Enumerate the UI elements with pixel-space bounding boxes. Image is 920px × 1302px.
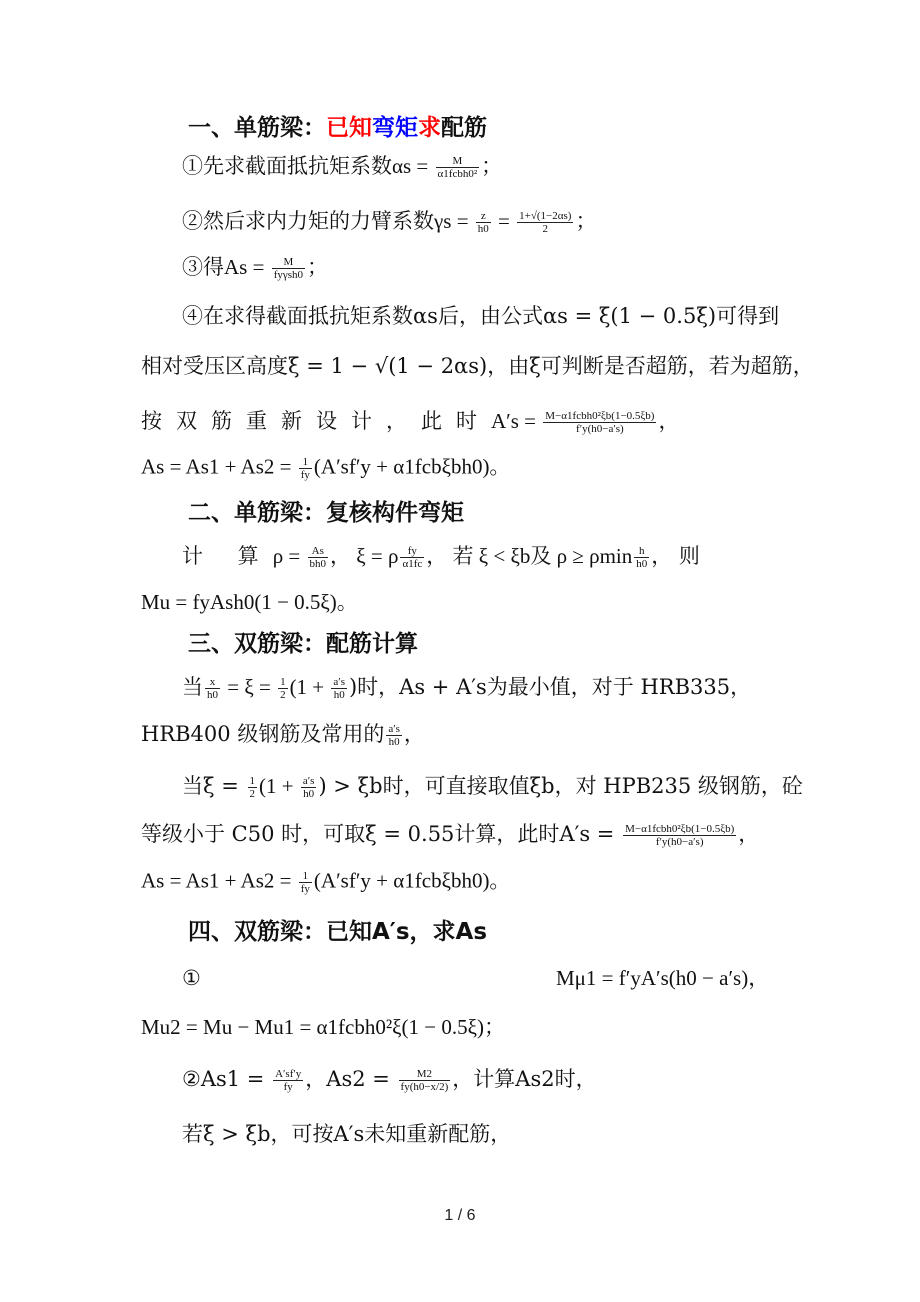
- frac-num: fy: [400, 545, 424, 558]
- step-text: 当: [182, 675, 203, 700]
- formula-lhs: αs =: [392, 154, 434, 179]
- fraction: [248, 775, 258, 800]
- fraction: [543, 410, 656, 435]
- as-sum-formula-2: [141, 870, 510, 895]
- frac-num: 1: [280, 676, 286, 688]
- formula-condition: ， 若 ξ < ξb及 ρ ≥ ρmin: [426, 544, 633, 569]
- fraction: [301, 775, 317, 800]
- fraction: [386, 723, 402, 748]
- check-moment-condition-line: [182, 545, 700, 570]
- step-text: ③得: [182, 255, 224, 280]
- fraction: [205, 676, 220, 701]
- frac-num: 1: [299, 870, 312, 883]
- formula-mid: =: [492, 209, 516, 234]
- step-4-paragraph-line-2: 相对受压区高度ξ = 1 − √(1 − 2αs)，由ξ可判断是否超筋，若为超筋，: [141, 354, 814, 378]
- frac-num: a′s: [333, 676, 345, 688]
- frac-den: fy: [283, 1081, 293, 1094]
- frac-num: 1: [249, 775, 256, 787]
- formula-rho: ρ =: [272, 544, 306, 569]
- frac-den: h0: [333, 689, 345, 702]
- frac-den: h0: [636, 558, 648, 571]
- step-text: ②As1 =: [182, 1067, 272, 1092]
- step-tail: ；: [481, 154, 503, 179]
- c50-line: [141, 823, 759, 848]
- frac-num: x: [205, 676, 220, 689]
- step-text: HRB400 级钢筋及常用的: [141, 722, 385, 747]
- hrb400-line: [141, 723, 425, 748]
- step-tail: (A′sf′y + α1fcbξbh0)。: [313, 868, 511, 893]
- fraction: [273, 1068, 303, 1093]
- frac-num: 1+√(1−2αs): [519, 210, 572, 222]
- frac-den: h0: [388, 736, 400, 749]
- section-4-heading: 四、双筋梁：已知A′s，求As: [188, 919, 488, 945]
- formula-mid: (1 +: [259, 774, 299, 799]
- frac-num: As: [308, 545, 329, 558]
- section-1-heading: [188, 117, 487, 140]
- frac-den: α1fcbh0²: [437, 168, 478, 181]
- frac-num: 1: [299, 456, 312, 469]
- frac-num: M: [272, 256, 305, 269]
- step-text: 等级小于 C50 时，可取ξ = 0.55计算，此时A′s =: [141, 822, 622, 847]
- mu2-formula: Mu2 = Mu − Mu1 = α1fcbh0²ξ(1 − 0.5ξ)；: [141, 1015, 505, 1039]
- heading-highlight-moment: 弯矩: [372, 115, 418, 141]
- frac-num: M2: [399, 1068, 451, 1081]
- frac-den: 2: [280, 689, 286, 702]
- step-2-gamma-s: [182, 210, 596, 235]
- xi-b-condition-line: [182, 775, 803, 800]
- xi-gt-xib-line: 若ξ > ξb，可按A′s未知重新配筋，: [182, 1122, 512, 1146]
- frac-num: M−α1fcbh0²ξb(1−0.5ξb): [625, 823, 735, 835]
- formula-mid: = ξ =: [222, 675, 277, 700]
- fraction: [272, 256, 305, 281]
- fraction: [299, 456, 312, 481]
- frac-den: 2: [542, 223, 549, 236]
- step-4-paragraph-line-1: ④在求得截面抵抗矩系数αs后，由公式αs = ξ(1 − 0.5ξ)可得到: [182, 304, 780, 328]
- frac-den: h0: [207, 689, 218, 702]
- step-1-label: ①: [182, 966, 201, 990]
- frac-num: A′sf′y: [275, 1068, 302, 1080]
- heading-prefix: 一、单筋梁：: [188, 115, 326, 141]
- step-text: ①先求截面抵抗矩系数: [182, 154, 392, 179]
- as1-as2-line: [182, 1068, 597, 1093]
- fraction: [331, 676, 347, 701]
- section-2-heading: 二、单筋梁：复核构件弯矩: [188, 500, 464, 526]
- frac-den: fy: [300, 469, 310, 482]
- fraction: [476, 210, 491, 235]
- heading-highlight-find: 求: [418, 115, 441, 141]
- frac-den: f′y(h0−a′s): [655, 836, 704, 849]
- step-tail: ) > ξb时，可直接取值ξb，对 HPB235 级钢筋，砼: [318, 774, 803, 799]
- double-reinforcement-line: [141, 410, 679, 435]
- page-indicator: 1 / 6: [444, 1207, 476, 1224]
- step-1-alpha-s: [182, 155, 502, 180]
- formula-lhs: γs =: [434, 209, 474, 234]
- step-text: ②然后求内力矩的力臂系数: [182, 209, 434, 234]
- fraction: [308, 545, 329, 570]
- frac-den: fyγsh0: [273, 269, 303, 282]
- fraction: [436, 155, 480, 180]
- frac-den: h0: [303, 788, 315, 801]
- frac-den: h0: [477, 223, 489, 236]
- step-tail: ， 则: [651, 544, 700, 569]
- formula-mid: ，As2 =: [305, 1067, 397, 1092]
- frac-den: bh0: [309, 558, 327, 571]
- fraction: [623, 823, 736, 848]
- frac-den: f′y(h0−a′s): [576, 423, 624, 436]
- step-tail: ，: [403, 722, 425, 747]
- mu1-formula: Mμ1 = f′yA′s(h0 − a′s)，: [556, 966, 770, 990]
- frac-num: M−α1fcbh0²ξb(1−0.5ξb): [545, 410, 655, 422]
- as-sum-formula-1: [141, 456, 510, 481]
- step-tail: ，: [658, 409, 680, 434]
- fraction: [399, 1068, 451, 1093]
- heading-highlight-known: 已知: [326, 115, 372, 141]
- heading-suffix: 配筋: [441, 115, 487, 141]
- min-steel-condition-line: [182, 676, 751, 701]
- fraction: [299, 870, 312, 895]
- step-3-as: [182, 256, 328, 281]
- step-tail: (A′sf′y + α1fcbξbh0)。: [313, 454, 511, 479]
- step-text: 计 算: [182, 544, 273, 569]
- fraction: [400, 545, 424, 570]
- fraction: [517, 210, 573, 235]
- fraction: [278, 676, 288, 701]
- formula-lhs: As = As1 + As2 =: [141, 868, 297, 893]
- step-tail: ；: [575, 209, 597, 234]
- step-text: 按双筋重新设计，此时: [141, 409, 491, 434]
- section-3-heading: 三、双筋梁：配筋计算: [188, 631, 418, 657]
- fraction: [634, 545, 649, 570]
- formula-xi: ， ξ = ρ: [330, 544, 399, 569]
- formula-lhs: A′s =: [491, 409, 542, 434]
- frac-den: 2: [249, 788, 256, 801]
- formula-lhs: As =: [224, 255, 270, 280]
- formula-lhs: As = As1 + As2 =: [141, 454, 297, 479]
- frac-den: fy(h0−x/2): [400, 1081, 449, 1094]
- step-tail: ；: [307, 255, 328, 280]
- step-tail: ，计算As2时，: [452, 1067, 597, 1092]
- mu-formula: Mu = fyAsh0(1 − 0.5ξ)。: [141, 590, 358, 614]
- step-tail: )时，As + A′s为最小值，对于 HRB335，: [348, 675, 752, 700]
- step-text: 当ξ =: [182, 774, 246, 799]
- formula-mid: (1 +: [289, 675, 330, 700]
- frac-num: a′s: [302, 775, 315, 787]
- frac-den: α1fc: [402, 558, 423, 571]
- step-tail: ，: [738, 822, 760, 847]
- frac-num: z: [476, 210, 491, 223]
- frac-num: M: [436, 155, 480, 168]
- frac-den: fy: [300, 883, 310, 896]
- frac-num: a′s: [388, 723, 400, 735]
- frac-num: h: [634, 545, 649, 558]
